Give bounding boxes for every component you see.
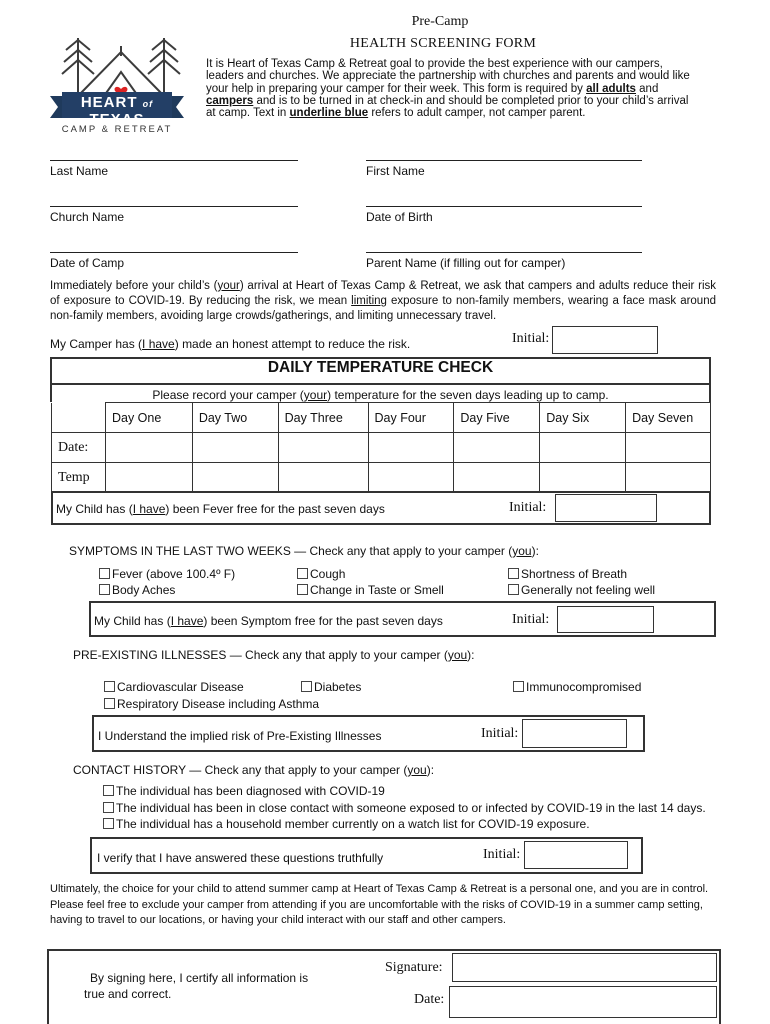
day-seven-date-cell[interactable]	[626, 433, 711, 463]
exposure-your: your	[217, 280, 240, 292]
fever-post: ) been Fever free for the past seven days	[165, 502, 385, 516]
symptoms-heading-pre: SYMPTOMS IN THE LAST TWO WEEKS — Check any that apply to your camper (	[69, 544, 513, 558]
intro-line-1: It is Heart of Texas Camp & Retreat goal to provide the best experience with our campers,	[206, 58, 663, 70]
respiratory-label: Respiratory Disease including Asthma	[117, 697, 320, 711]
intro-paragraph	[206, 58, 706, 119]
illness-cardiovascular[interactable]	[104, 680, 244, 694]
date-of-birth-label: Date of Birth	[366, 210, 433, 224]
day-two-temp-cell[interactable]	[192, 463, 278, 493]
illness-respiratory[interactable]	[104, 697, 319, 711]
taste-smell-label: Change in Taste or Smell	[310, 583, 444, 597]
verify-initial-label: Initial:	[483, 847, 521, 862]
symptoms-heading	[69, 544, 539, 558]
contact-heading-you: you	[407, 763, 427, 777]
day-four-header: Day Four	[368, 403, 454, 433]
signature-date-input[interactable]	[449, 986, 717, 1018]
symptom-fever[interactable]	[99, 567, 235, 581]
contact-household-watch[interactable]	[103, 817, 590, 831]
intro-line-2: leaders and churches. We appreciate the partnership with churches and parents and would like	[206, 70, 690, 83]
cough-checkbox[interactable]	[297, 568, 308, 579]
symptom-cough[interactable]	[297, 567, 345, 581]
fever-checkbox[interactable]	[99, 568, 110, 579]
temp-row-label: Temp	[52, 463, 106, 493]
close-contact-checkbox[interactable]	[103, 802, 114, 813]
exposure-text-a: Immediately before your child’s (	[50, 280, 218, 292]
exposure-text-b: ) arrival at Heart of Texas Camp & Retreat, we ask that campers and adults reduce their risk of exposure to COVID-19. By reducing the risk, we mean	[50, 280, 716, 307]
symptom-initial-label: Initial:	[512, 612, 550, 627]
form-title: HEALTH SCREENING FORM	[349, 36, 537, 51]
shortness-breath-label: Shortness of Breath	[521, 567, 628, 581]
fever-i-have: I have	[132, 502, 166, 516]
certify-line-2: true and correct.	[84, 987, 172, 1001]
intro-line-4a: and is to be turned in at check-in and should be completed prior to your child’s arrival	[253, 94, 689, 107]
exposure-paragraph	[50, 279, 716, 324]
close-contact-label: The individual has been in close contact with someone exposed to or infected by COVID-19 in the last 14 days.	[116, 801, 706, 815]
attempt-post: ) made an honest attempt to reduce the risk.	[174, 337, 411, 351]
intro-line-3	[206, 83, 706, 95]
days-header-row	[52, 403, 711, 433]
certify-line-1: By signing here, I certify all information is	[90, 971, 309, 985]
underline-blue-emph: underline blue	[289, 107, 369, 120]
temp-instr-pre: Please record your camper (	[152, 388, 304, 402]
day-three-date-cell[interactable]	[278, 433, 368, 463]
day-two-date-cell[interactable]	[192, 433, 278, 463]
day-two-header: Day Two	[192, 403, 278, 433]
contact-close-contact[interactable]	[103, 801, 706, 815]
church-name-field[interactable]	[50, 206, 298, 207]
household-watch-label: The individual has a household member currently on a watch list for COVID-19 exposure.	[116, 817, 590, 831]
day-three-temp-cell[interactable]	[278, 463, 368, 493]
temp-instr-your: your	[303, 388, 328, 402]
certify-statement	[84, 970, 308, 1002]
intro-line-3a: your help in preparing your camper for their week. This form is required by	[206, 82, 587, 95]
day-six-date-cell[interactable]	[540, 433, 626, 463]
not-feeling-well-label: Generally not feeling well	[521, 583, 656, 597]
contact-heading-pre: CONTACT HISTORY — Check any that apply to your camper (	[73, 763, 408, 777]
illness-initial-label: Initial:	[481, 726, 519, 741]
illness-understand-statement: I Understand the implied risk of Pre-Existing Illnesses	[98, 729, 382, 743]
closing-paragraph: Ultimately, the choice for your child to attend summer camp at Heart of Texas Camp & Retreat is a personal one, and you are in control. Please feel free to exclude your camper from attending if you are uncomfortable with the risks of COVID-19 in a summer camp setting, having to travel to our locations, or having your child interact with our staff and other campers.	[50, 883, 709, 926]
contact-diagnosed[interactable]	[103, 784, 385, 798]
all-adults-emph: all adults	[586, 82, 636, 95]
symptom-free-post: ) been Symptom free for the past seven days	[203, 614, 443, 628]
symptom-initial-input[interactable]	[557, 606, 654, 633]
body-aches-checkbox[interactable]	[99, 584, 110, 595]
attempt-pre: My Camper has (	[50, 337, 143, 351]
date-of-camp-label: Date of Camp	[50, 256, 125, 270]
date-label: Date:	[414, 992, 445, 1007]
fever-pre: My Child has (	[56, 502, 133, 516]
contact-heading	[73, 763, 434, 777]
symptom-not-feeling-well[interactable]	[508, 583, 655, 597]
household-watch-checkbox[interactable]	[103, 818, 114, 829]
taste-smell-checkbox[interactable]	[297, 584, 308, 595]
last-name-label: Last Name	[50, 164, 109, 178]
day-four-temp-cell[interactable]	[368, 463, 454, 493]
illness-heading-pre: PRE-EXISTING ILLNESSES — Check any that apply to your camper (	[73, 648, 448, 662]
symptom-taste-smell[interactable]	[297, 583, 444, 597]
parent-name-field[interactable]	[366, 252, 642, 253]
campers-emph: campers	[206, 94, 254, 107]
intro-line-5a: at camp. Text in	[206, 107, 290, 120]
contact-heading-post: ):	[426, 763, 435, 777]
day-seven-header: Day Seven	[626, 403, 711, 433]
day-four-date-cell[interactable]	[368, 433, 454, 463]
church-name-label: Church Name	[50, 210, 125, 224]
diagnosed-label: The individual has been diagnosed with COVID-19	[116, 784, 385, 798]
signature-input[interactable]	[452, 953, 717, 982]
fever-initial-input[interactable]	[555, 494, 657, 522]
intro-line-5b: refers to adult camper, not camper parent.	[368, 107, 586, 120]
illness-immunocompromised[interactable]	[513, 680, 641, 694]
fever-free-statement	[56, 502, 385, 516]
temp-row	[52, 463, 711, 493]
day-six-temp-cell[interactable]	[540, 463, 626, 493]
temperature-table	[51, 402, 711, 493]
first-name-field[interactable]	[366, 160, 642, 161]
form-subtitle: Pre-Camp	[411, 14, 469, 29]
parent-name-label: Parent Name (if filling out for camper)	[366, 256, 566, 270]
signature-label: Signature:	[385, 960, 443, 975]
intro-line-3b: and	[635, 82, 659, 95]
illness-heading	[73, 648, 475, 662]
attempt-initial-label: Initial:	[512, 331, 550, 346]
temp-instr-post: ) temperature for the seven days leading up to camp.	[327, 388, 609, 402]
diabetes-checkbox[interactable]	[301, 681, 312, 692]
heart-of-texas-logo	[48, 34, 186, 138]
diagnosed-checkbox[interactable]	[103, 785, 114, 796]
day-one-temp-cell[interactable]	[105, 463, 192, 493]
day-six-header: Day Six	[540, 403, 626, 433]
illness-heading-post: ):	[467, 648, 475, 662]
verify-initial-input[interactable]	[524, 841, 628, 869]
illness-heading-you: you	[447, 648, 468, 662]
cough-label: Cough	[310, 567, 346, 581]
immunocompromised-label: Immunocompromised	[526, 680, 642, 694]
date-row-label: Date:	[52, 433, 106, 463]
symptom-free-i-have: I have	[170, 614, 204, 628]
temp-instr-frame	[50, 385, 711, 402]
diabetes-label: Diabetes	[314, 680, 362, 694]
symptom-body-aches[interactable]	[99, 583, 175, 597]
attempt-initial-input[interactable]	[552, 326, 658, 354]
fever-label: Fever (above 100.4º F)	[112, 567, 236, 581]
attempt-statement	[50, 337, 410, 351]
verify-statement: I verify that I have answered these questions truthfully	[97, 851, 384, 865]
illness-diabetes[interactable]	[301, 680, 361, 694]
logo-heart-word: HEART	[80, 94, 138, 111]
last-name-field[interactable]	[50, 160, 298, 161]
exposure-text-c: exposure to non-family members, wearing a face mask around non-family members, avoiding large crowds/gatherings, and limiting unnecessary travel.	[50, 295, 716, 322]
cardiovascular-checkbox[interactable]	[104, 681, 115, 692]
logo-texas-word: TEXAS	[89, 111, 145, 128]
date-of-birth-field[interactable]	[366, 206, 642, 207]
date-of-camp-field[interactable]	[50, 252, 298, 253]
symptom-shortness-breath[interactable]	[508, 567, 627, 581]
day-five-temp-cell[interactable]	[454, 463, 540, 493]
date-row	[52, 433, 711, 463]
day-one-date-cell[interactable]	[105, 433, 192, 463]
immunocompromised-checkbox[interactable]	[513, 681, 524, 692]
day-three-header: Day Three	[278, 403, 368, 433]
body-aches-label: Body Aches	[112, 583, 176, 597]
day-five-date-cell[interactable]	[454, 433, 540, 463]
fever-initial-label: Initial:	[509, 500, 547, 515]
logo-of-word: of	[142, 99, 154, 109]
logo-banner-text	[62, 94, 172, 128]
shortness-breath-checkbox[interactable]	[508, 568, 519, 579]
logo-subtitle: CAMP & RETREAT	[61, 124, 173, 135]
symptom-free-statement	[94, 614, 443, 628]
intro-line-5	[206, 107, 706, 119]
first-name-label: First Name	[366, 164, 425, 178]
symptoms-heading-post: ):	[531, 544, 539, 558]
exposure-limiting: limiting	[351, 295, 387, 307]
cardiovascular-label: Cardiovascular Disease	[117, 680, 244, 694]
attempt-i-have: I have	[142, 337, 175, 351]
illness-initial-input[interactable]	[522, 719, 627, 748]
symptoms-heading-you: you	[512, 544, 532, 558]
symptom-free-pre: My Child has (	[94, 614, 171, 628]
respiratory-checkbox[interactable]	[104, 698, 115, 709]
temp-check-title: DAILY TEMPERATURE CHECK	[267, 359, 494, 376]
day-seven-temp-cell[interactable]	[626, 463, 711, 493]
not-feeling-well-checkbox[interactable]	[508, 584, 519, 595]
intro-line-4	[206, 95, 706, 107]
blank-corner-cell	[52, 403, 106, 433]
day-five-header: Day Five	[454, 403, 540, 433]
day-one-header: Day One	[105, 403, 192, 433]
